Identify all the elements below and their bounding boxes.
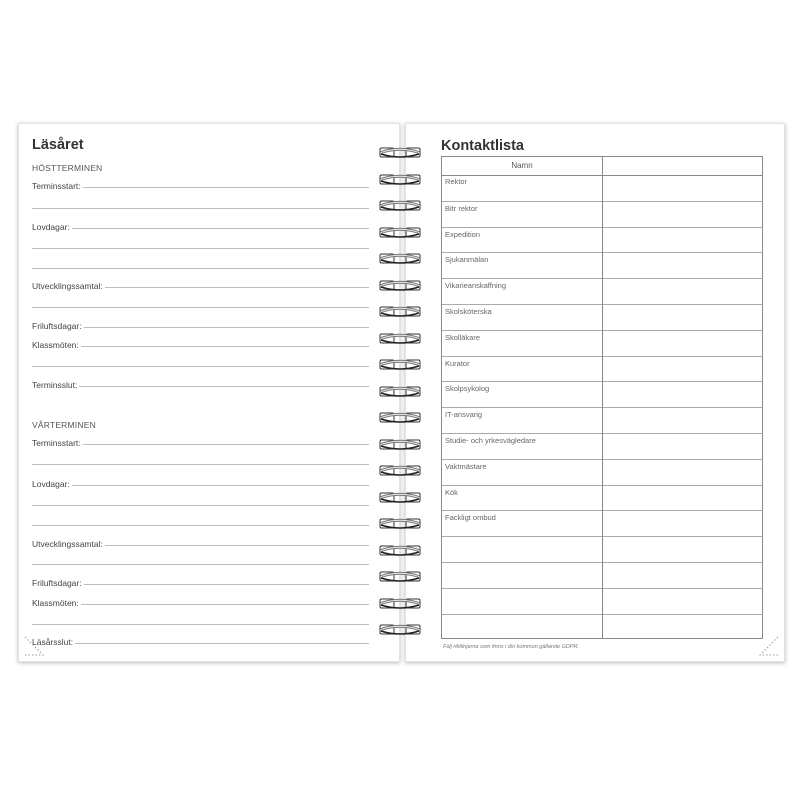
left-page <box>18 123 400 662</box>
corner-pocket-icon <box>758 635 780 657</box>
spiral-ring-icon <box>377 515 423 533</box>
page-title: Läsåret <box>32 137 84 153</box>
ruled-line <box>32 643 369 644</box>
spiral-ring-icon <box>377 303 423 321</box>
spiral-ring-icon <box>377 462 423 480</box>
corner-pocket-icon <box>23 635 45 657</box>
spiral-ring-icon <box>377 356 423 374</box>
ruled-line <box>32 346 369 347</box>
spring-term-start-label: Terminsstart: <box>32 438 81 448</box>
spiral-ring-icon <box>377 383 423 401</box>
contact-row-label: Bitr rektor <box>445 203 478 213</box>
contact-row-label: Studie- och yrkesvägledare <box>445 436 536 445</box>
autumn-class-meetings-label: Klassmöten: <box>32 340 79 350</box>
spiral-ring-icon <box>377 330 423 348</box>
spiral-ring-icon <box>377 489 423 507</box>
ruled-line <box>32 624 369 625</box>
contact-row-label: Rektor <box>445 177 468 186</box>
column-header-name: Namn <box>511 161 533 170</box>
ruled-line <box>32 485 369 486</box>
spiral-ring-icon <box>377 409 423 427</box>
autumn-dev-talks-label: Utvecklingssamtal: <box>32 281 103 291</box>
contact-row-label: Sjukanmälan <box>445 255 489 265</box>
contact-row-label: Vikarieanskaffning <box>445 281 507 291</box>
ruled-line <box>32 307 369 308</box>
spring-outdoor-days-label: Friluftsdagar: <box>32 578 82 588</box>
ruled-line <box>32 268 369 269</box>
right-page <box>405 123 785 662</box>
spiral-ring-icon <box>377 224 423 242</box>
ruled-line <box>32 464 369 465</box>
contact-row-label: Vaktmästare <box>445 461 487 471</box>
spiral-ring-icon <box>377 197 423 215</box>
contact-row-label: IT-ansvarig <box>445 410 483 420</box>
ruled-line <box>32 525 369 526</box>
ruled-line <box>32 208 369 209</box>
contact-table <box>441 156 763 639</box>
spring-dev-talks-label: Utvecklingssamtal: <box>32 539 103 549</box>
autumn-term-end-label: Terminsslut: <box>32 380 78 390</box>
ruled-line <box>32 505 369 506</box>
ruled-line <box>32 228 369 229</box>
spiral-ring-icon <box>377 542 423 560</box>
year-end-label: Läsårsslut: <box>32 637 74 647</box>
ruled-line <box>32 386 369 387</box>
spiral-ring-icon <box>377 568 423 586</box>
spring-term-heading: VÅRTERMINEN <box>32 420 96 430</box>
autumn-term-start-label: Terminsstart: <box>32 181 81 191</box>
column-divider <box>602 157 603 638</box>
autumn-holidays-label: Lovdagar: <box>32 222 70 232</box>
spiral-ring-icon <box>377 436 423 454</box>
spiral-ring-icon <box>377 621 423 639</box>
contact-row-label: Fackligt ombud <box>445 513 496 523</box>
contact-row-label: Kurator <box>445 358 470 368</box>
contact-row-label: Kök <box>445 487 458 497</box>
spiral-ring-icon <box>377 171 423 189</box>
contact-row-label: Skolpsykolog <box>445 384 490 394</box>
spring-holidays-label: Lovdagar: <box>32 479 70 489</box>
autumn-outdoor-days-label: Friluftsdagar: <box>32 321 82 331</box>
contact-row-label: Skolsköterska <box>445 307 492 316</box>
spring-class-meetings-label: Klassmöten: <box>32 598 79 608</box>
ruled-line <box>32 564 369 565</box>
contact-row-label: Skolläkare <box>445 332 481 342</box>
ruled-line <box>32 366 369 367</box>
spiral-ring-icon <box>377 595 423 613</box>
page-title: Kontaktlista <box>441 138 524 154</box>
gdpr-footnote: Följ riktlinjerna som finns i din kommun gällande GDPR. <box>443 644 580 650</box>
ruled-line <box>32 604 369 605</box>
spiral-ring-icon <box>377 144 423 162</box>
contact-row-label: Expedition <box>445 229 481 239</box>
ruled-line <box>32 248 369 249</box>
spiral-ring-icon <box>377 277 423 295</box>
spiral-ring-icon <box>377 250 423 268</box>
autumn-term-heading: HÖSTTERMINEN <box>32 163 103 173</box>
